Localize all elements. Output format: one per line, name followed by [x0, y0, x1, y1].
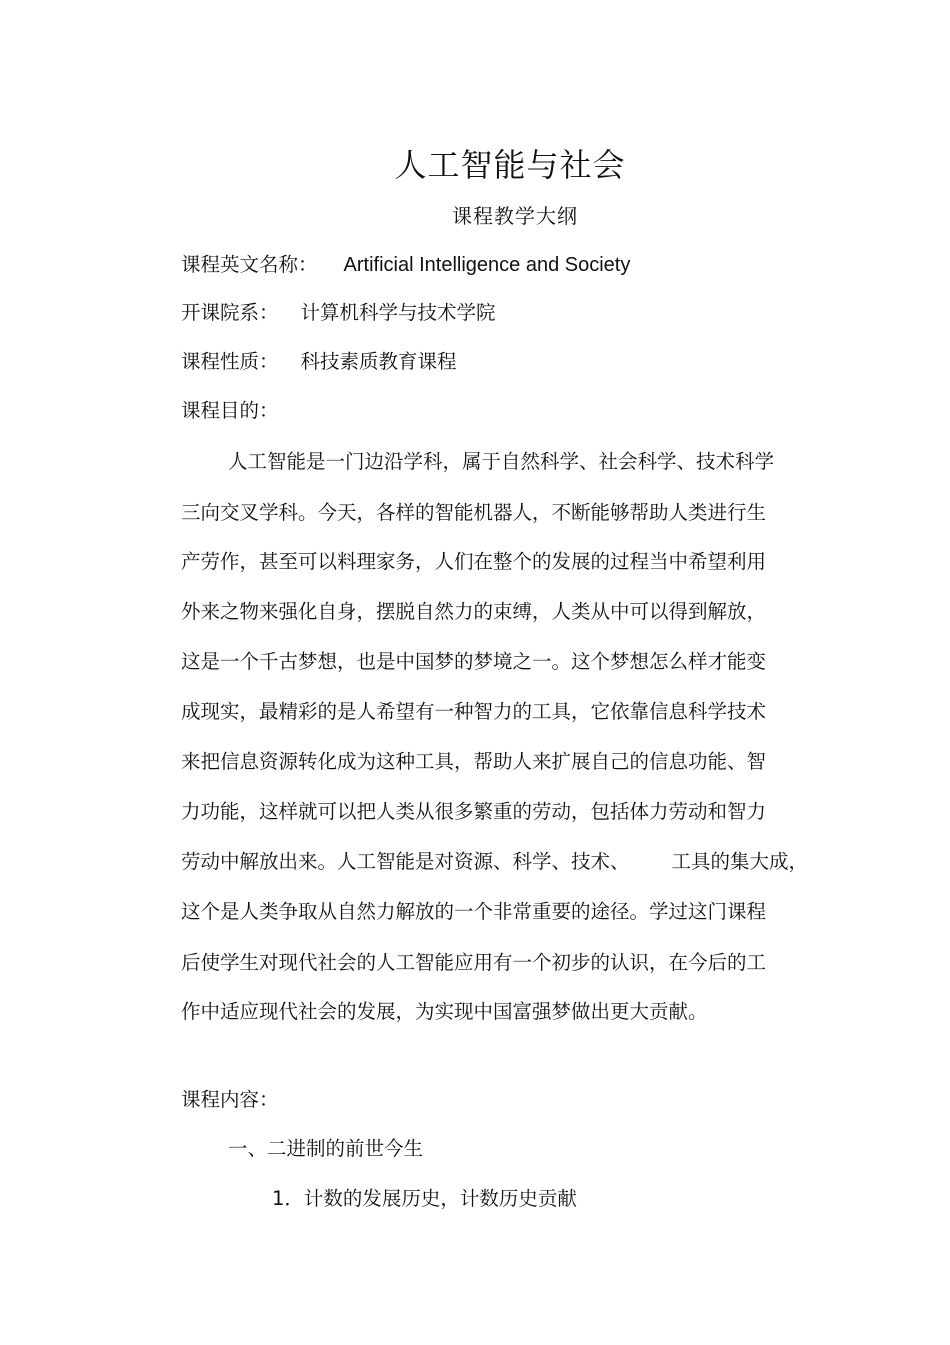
- field-value: Artificial Intelligence and Society: [343, 254, 631, 276]
- paragraph-line: 成现实，最精彩的是人希望有一种智力的工具，它依靠信息科学技术: [181, 700, 767, 723]
- paragraph-text: 工具的集大成，: [671, 850, 809, 873]
- paragraph-line: 三向交叉学科。今天，各样的智能机器人，不断能够帮助人类进行生: [181, 501, 767, 524]
- paragraph-line: 人工智能是一门边沿学科，属于自然科学、社会科学、技术科学: [228, 450, 775, 473]
- document-title: 人工智能与社会: [394, 146, 626, 184]
- paragraph-line: 力功能，这样就可以把人类从很多繁重的劳动，包括体力劳动和智力: [181, 800, 767, 823]
- field-department: [181, 301, 496, 325]
- content-heading: 课程内容：: [181, 1088, 279, 1111]
- paragraph-line: 外来之物来强化自身，摆脱自然力的束缚，人类从中可以得到解放，: [181, 600, 767, 623]
- field-course-nature: [181, 350, 457, 374]
- field-label: 开课院系：: [181, 301, 279, 324]
- field-value: 科技素质教育课程: [300, 350, 457, 373]
- field-value: 计算机科学与技术学院: [300, 301, 496, 324]
- section-heading: 一、二进制的前世今生: [228, 1137, 424, 1160]
- paragraph-line: 产劳作，甚至可以料理家务，人们在整个的发展的过程当中希望利用: [181, 550, 767, 573]
- document-subtitle: 课程教学大纲: [452, 204, 578, 228]
- paragraph-line: 作中适应现代社会的发展，为实现中国富强梦做出更大贡献。: [181, 1000, 708, 1023]
- paragraph-line: [181, 850, 808, 874]
- field-label: 课程英文名称：: [181, 253, 318, 276]
- list-item: 1．计数的发展历史，计数历史贡献: [272, 1187, 577, 1210]
- field-english-name: [181, 253, 630, 277]
- paragraph-line: 来把信息资源转化成为这种工具，帮助人来扩展自己的信息功能、智: [181, 750, 767, 773]
- paragraph-line: 这是一个千古梦想，也是中国梦的梦境之一。这个梦想怎么样才能变: [181, 650, 767, 673]
- purpose-heading: 课程目的：: [181, 399, 279, 422]
- field-label: 课程性质：: [181, 350, 279, 373]
- paragraph-text: 劳动中解放出来。人工智能是对资源、科学、技术、: [181, 850, 630, 873]
- paragraph-line: 后使学生对现代社会的人工智能应用有一个初步的认识，在今后的工: [181, 951, 767, 974]
- paragraph-line: 这个是人类争取从自然力解放的一个非常重要的途径。学过这门课程: [181, 900, 767, 923]
